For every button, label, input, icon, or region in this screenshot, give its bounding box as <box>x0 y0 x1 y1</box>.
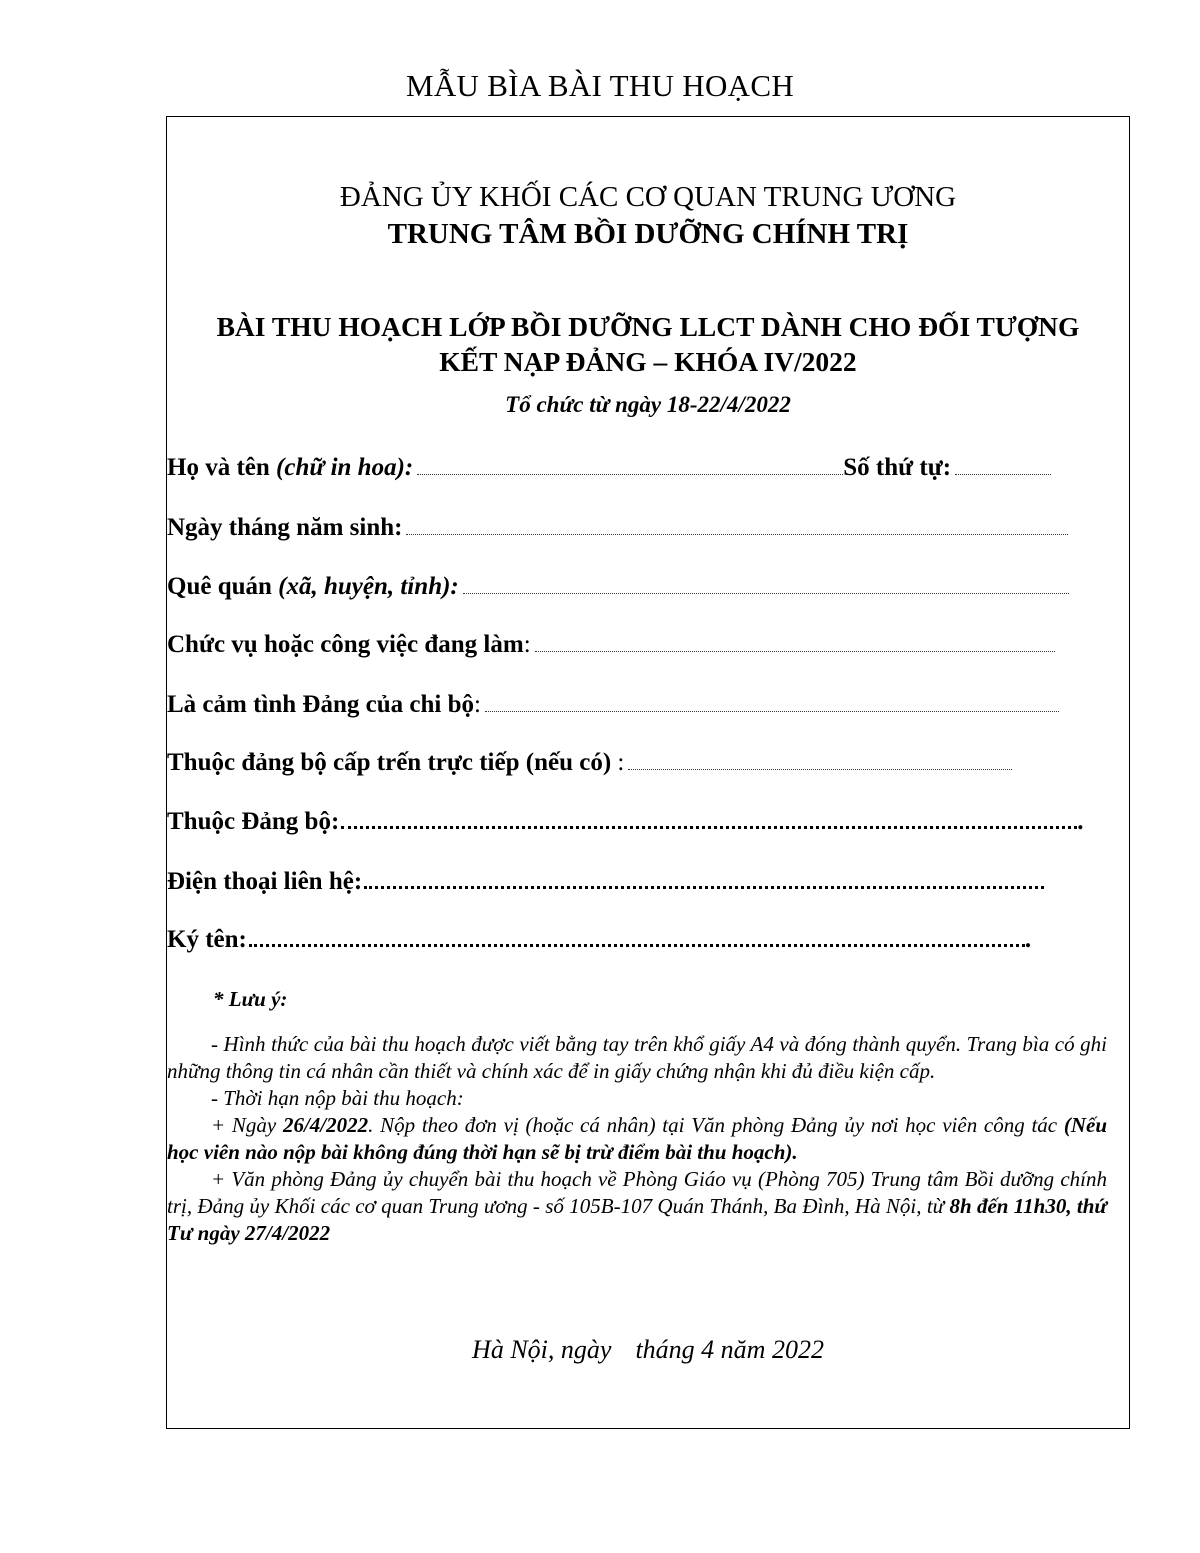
upper-committee-field <box>167 748 1012 778</box>
signoff-place-day: Hà Nội, ngày <box>472 1335 612 1364</box>
cover-frame <box>166 116 1130 1429</box>
signoff-month-year: tháng 4 năm 2022 <box>635 1335 824 1364</box>
party-cell-blank[interactable] <box>485 707 1059 712</box>
upper-committee-blank[interactable] <box>628 765 1012 770</box>
notes-heading: * Lưu ý: <box>213 987 288 1011</box>
phone-label: Điện thoại liên hệ: <box>167 868 363 895</box>
phone-blank[interactable] <box>364 882 1044 889</box>
note-submission: + Ngày 26/4/2022. Nộp theo đơn vị (hoặc cá nhân) tại Văn phòng Đảng ủy nơi học viên công tác (Nếu học viên nào nộp bài không đúng thời hạn sẽ bị trừ điểm bài thu hoạch). <box>167 1113 1108 1164</box>
hometown-field <box>167 572 1069 602</box>
signature-blank[interactable] <box>249 940 1025 947</box>
page-heading: MẪU BÌA BÀI THU HOẠCH <box>405 68 795 103</box>
note-penalty: (Nếu học viên nào nộp bài không đúng thời hạn sẽ bị trừ điểm bài thu hoạch). <box>167 1113 1108 1164</box>
full-name-blank[interactable] <box>417 470 843 475</box>
party-committee-period: . <box>1077 808 1084 835</box>
signature-field <box>167 925 1031 955</box>
upper-committee-colon: : <box>617 749 625 776</box>
note-format: - Hình thức của bài thu hoạch được viết bằng tay trên khổ giấy A4 và đóng thành quyển. Trang bìa có ghi những thông tin cá nhân cần thiết và chính xác để in giấy chứng nhận khi đủ điều kiện cấp. <box>167 1032 1107 1083</box>
dob-label: Ngày tháng năm sinh: <box>167 514 403 541</box>
party-cell-colon: : <box>473 691 481 718</box>
dob-blank[interactable] <box>406 530 1068 535</box>
hometown-hint: (xã, huyện, tỉnh): <box>278 573 459 600</box>
hometown-blank[interactable] <box>463 589 1069 594</box>
note-transfer: + Văn phòng Đảng ủy chuyển bài thu hoạch về Phòng Giáo vụ (Phòng 705) Trung tâm Bồi dưỡng chính trị, Đảng ủy Khối các cơ quan Trung ương - số 105B-107 Quán Thánh, Ba Đình, Hà Nội, từ 8h đến 11h30, thứ Tư ngày 27/4/2022 <box>167 1167 1107 1245</box>
upper-committee-label: Thuộc đảng bộ cấp trến trực tiếp (nếu có) <box>167 749 612 776</box>
course-dates: Tổ chức từ ngày 18-22/4/2022 <box>505 392 791 417</box>
party-committee-blank[interactable] <box>341 822 1077 829</box>
order-no-label: Số thứ tự: <box>843 454 952 481</box>
note-transfer-time: 8h đến 11h30, thứ Tư ngày 27/4/2022 <box>167 1194 1107 1245</box>
phone-field <box>167 867 1044 897</box>
position-blank[interactable] <box>535 647 1055 652</box>
org-name: TRUNG TÂM BỒI DƯỠNG CHÍNH TRỊ <box>387 218 909 250</box>
report-title-line1: BÀI THU HOẠCH LỚP BỒI DƯỠNG LLCT DÀNH CHO ĐỐI TƯỢNG <box>216 311 1080 342</box>
full-name-label: Họ và tên <box>167 454 277 481</box>
full-name-field <box>167 453 1051 483</box>
dob-field <box>167 513 1068 543</box>
position-field <box>167 630 1055 660</box>
org-parent: ĐẢNG ỦY KHỐI CÁC CƠ QUAN TRUNG ƯƠNG <box>339 181 957 213</box>
hometown-label: Quê quán <box>167 573 279 600</box>
report-title-line2: KẾT NẠP ĐẢNG – KHÓA IV/2022 <box>439 346 857 377</box>
note-deadline: - Thời hạn nộp bài thu hoạch: <box>211 1086 464 1110</box>
position-colon: : <box>523 631 531 658</box>
position-label: Chức vụ hoặc công việc đang làm <box>167 631 524 658</box>
signature-period: . <box>1024 926 1032 953</box>
party-cell-field <box>167 690 1059 720</box>
signature-label: Ký tên: <box>167 926 247 953</box>
notes-body <box>167 1031 1107 1247</box>
place-date-signoff <box>167 1335 1129 1365</box>
party-committee-field <box>167 807 1084 837</box>
order-no-blank[interactable] <box>955 470 1051 475</box>
party-cell-label: Là cảm tình Đảng của chi bộ <box>167 691 474 718</box>
note-submission-date: 26/4/2022 <box>282 1113 369 1137</box>
full-name-hint: (chữ in hoa): <box>276 454 414 481</box>
party-committee-label: Thuộc Đảng bộ: <box>167 808 340 835</box>
